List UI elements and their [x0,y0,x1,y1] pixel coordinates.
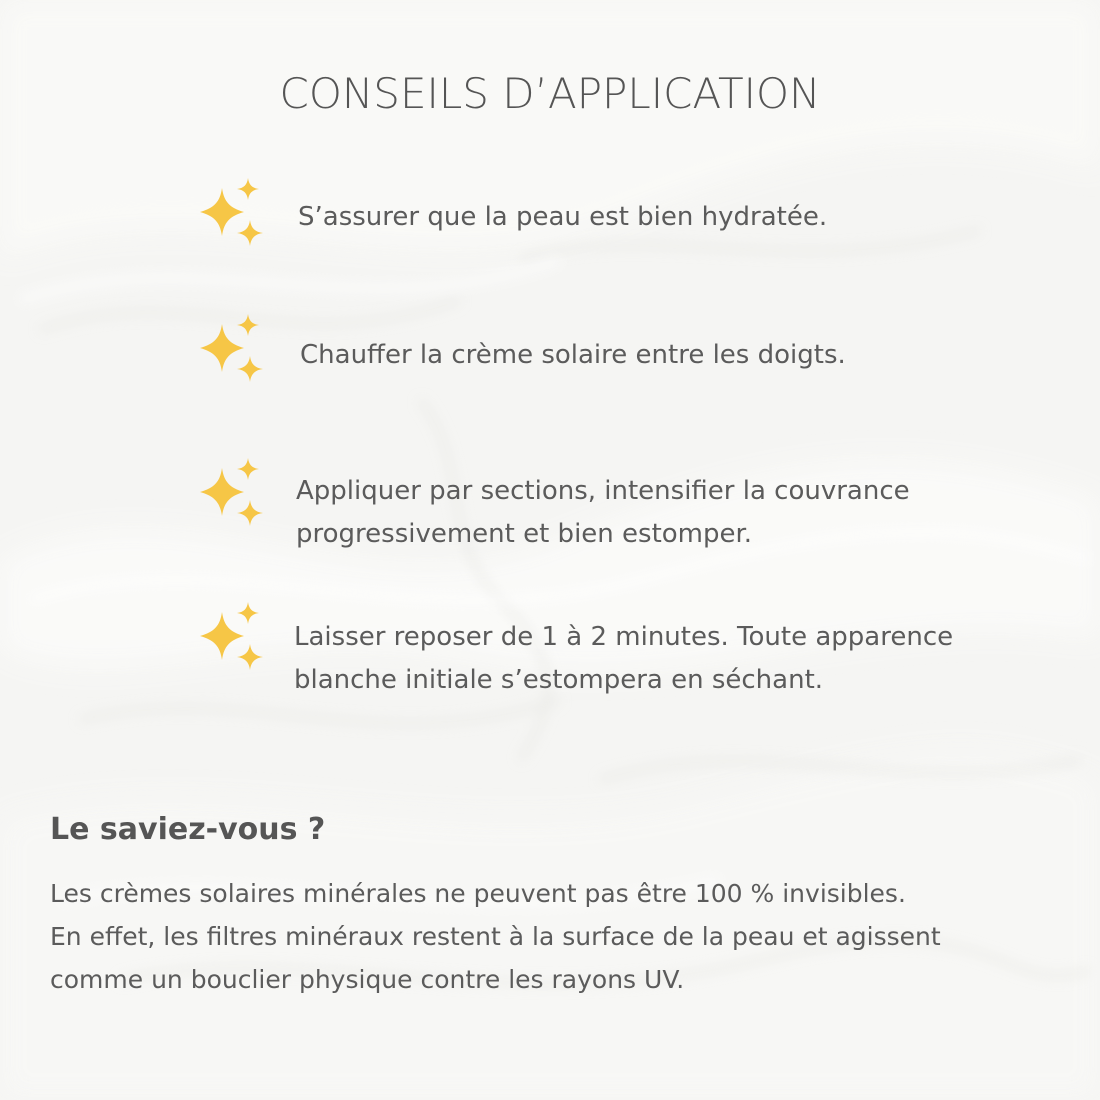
did-you-know-heading: Le saviez-vous ? [50,812,326,847]
sparkles-icon [200,176,266,252]
tip-item [200,456,1000,549]
did-you-know-body: Les crèmes solaires minérales ne peuvent pas être 100 % invisibles. En effet, les filtres minéraux restent à la surface de la peau et agissent comme un bouclier physique contre les rayons UV. [50,879,941,994]
tip-text: Appliquer par sections, intensifier la couvrance progressivement et bien estomper. [296,476,910,549]
sparkles-icon [200,600,266,676]
tip-item [200,600,1000,695]
tip-text: S’assurer que la peau est bien hydratée. [298,202,828,232]
page-title: CONSEILS D’APPLICATION [279,69,821,118]
sparkles-icon [200,312,266,388]
tip-item [200,176,1000,266]
tip-item [200,312,1000,402]
tip-text: Chauffer la crème solaire entre les doigts. [300,340,846,370]
tip-text: Laisser reposer de 1 à 2 minutes. Toute apparence blanche initiale s’estompera en séchant. [294,622,954,695]
sparkles-icon [200,456,266,532]
